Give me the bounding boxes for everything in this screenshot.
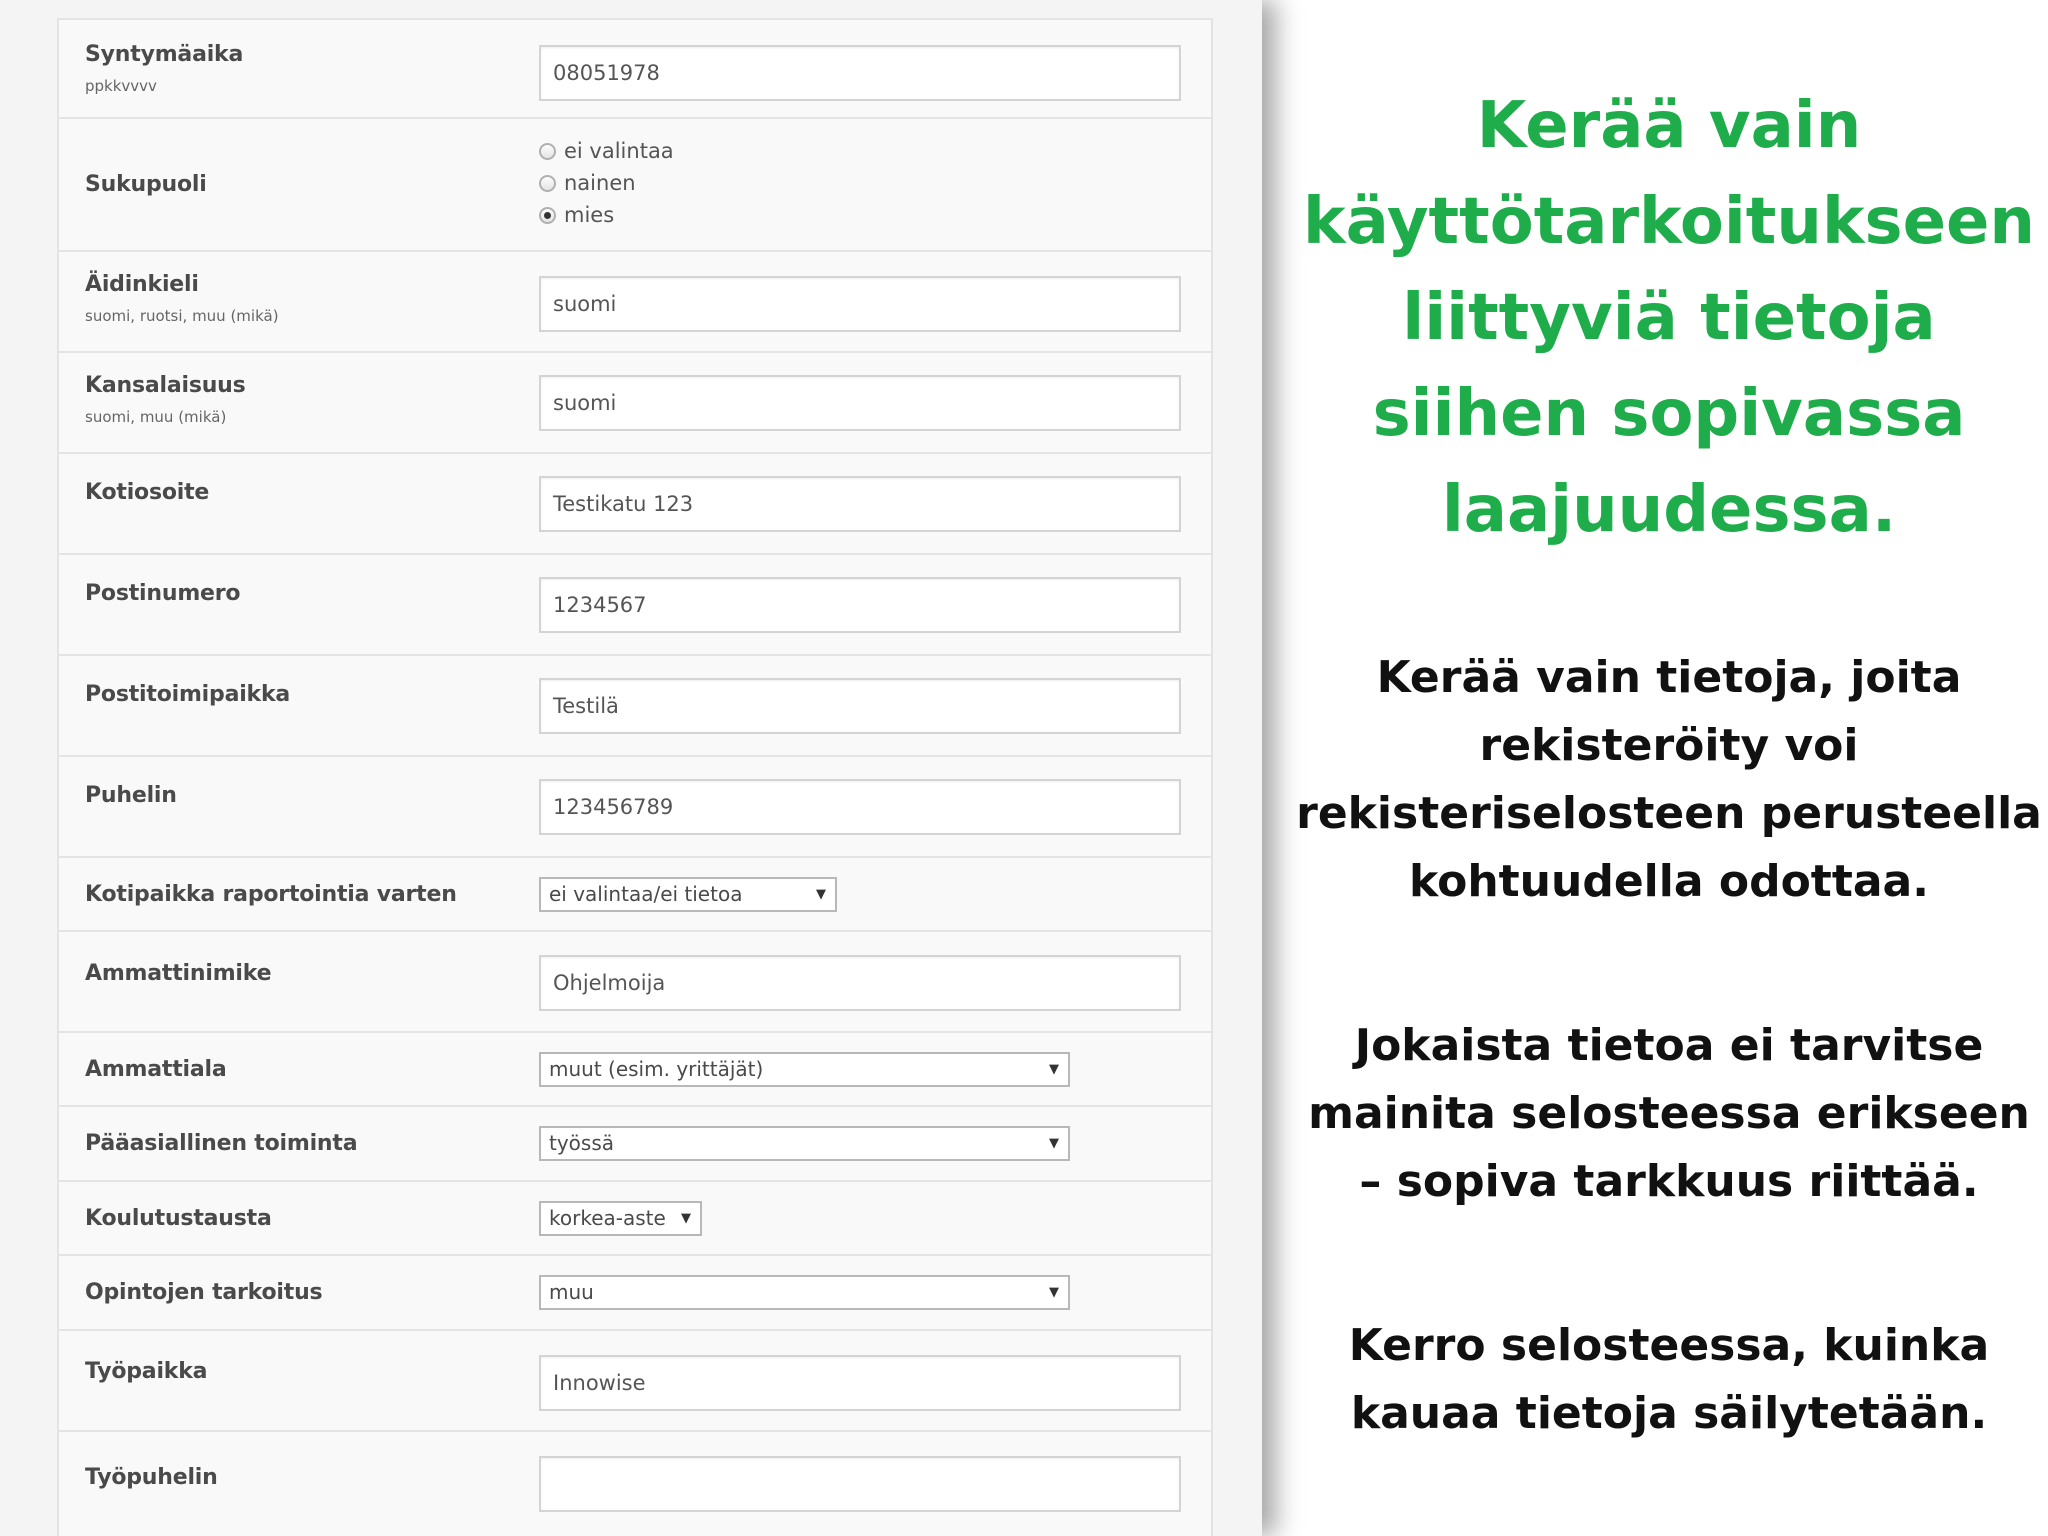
dropdown-arrow-icon: ▼ — [816, 887, 826, 902]
headline-line: liittyviä tietoja — [1402, 281, 1936, 355]
postal-code-label: Postinumero — [85, 581, 241, 606]
birthdate-input[interactable]: 08051978 — [539, 45, 1181, 101]
slide-paragraph-1 — [1290, 644, 2048, 916]
row-industry — [59, 1033, 1211, 1107]
row-work-phone — [59, 1432, 1211, 1536]
address-label-block — [85, 454, 209, 531]
industry-select-value: muut (esim. yrittäjät) — [549, 1057, 764, 1081]
job-title-input[interactable]: Ohjelmoija — [539, 955, 1181, 1011]
workplace-input[interactable]: Innowise — [539, 1355, 1181, 1411]
mother-tongue-hint: suomi, ruotsi, muu (mikä) — [85, 307, 279, 325]
phone-input[interactable]: 123456789 — [539, 779, 1181, 835]
citizenship-hint: suomi, muu (mikä) — [85, 408, 227, 426]
radio-button-selected[interactable] — [539, 207, 556, 224]
row-education — [59, 1182, 1211, 1256]
gender-label-block — [85, 119, 207, 250]
home-municipality-label: Kotipaikka raportointia varten — [85, 881, 457, 907]
main-activity-select[interactable] — [539, 1126, 1070, 1161]
birthdate-hint: ppkkvvvv — [85, 77, 157, 95]
paragraph-line: Kerää vain tietoja, joita — [1376, 652, 1962, 703]
home-municipality-select[interactable] — [539, 877, 837, 912]
address-label: Kotiosoite — [85, 480, 210, 505]
address-input[interactable]: Testikatu 123 — [539, 476, 1181, 532]
phone-label-block — [85, 757, 177, 834]
slide-headline — [1290, 78, 2048, 558]
headline-line: Kerää vain — [1476, 89, 1862, 163]
phone-label: Puhelin — [85, 783, 177, 808]
slide-paragraph-2 — [1290, 1012, 2048, 1216]
gender-option-label: mies — [564, 203, 615, 227]
workplace-label: Työpaikka — [85, 1359, 208, 1384]
headline-line: käyttötarkoitukseen — [1303, 185, 2035, 259]
paragraph-line: rekisteriselosteen perusteella — [1296, 788, 2042, 839]
paragraph-line: mainita selosteessa erikseen — [1308, 1088, 2030, 1139]
education-select[interactable] — [539, 1201, 702, 1236]
industry-select[interactable] — [539, 1052, 1070, 1087]
mother-tongue-label-block — [85, 252, 279, 351]
home-municipality-select-value: ei valintaa/ei tietoa — [549, 882, 743, 906]
main-activity-select-value: työssä — [549, 1131, 615, 1155]
row-main-activity — [59, 1107, 1211, 1182]
gender-option-female[interactable] — [539, 167, 674, 199]
birthdate-label-block — [85, 20, 243, 117]
birthdate-label: Syntymäaika — [85, 42, 244, 67]
study-purpose-label: Opintojen tarkoitus — [85, 1280, 323, 1305]
row-birthdate — [59, 18, 1211, 119]
industry-label-block — [85, 1033, 227, 1105]
row-citizenship — [59, 353, 1211, 454]
row-city — [59, 656, 1211, 757]
gender-option-male[interactable] — [539, 199, 674, 231]
industry-label: Ammattiala — [85, 1056, 227, 1082]
row-address — [59, 454, 1211, 555]
citizenship-label-block — [85, 353, 246, 452]
row-home-municipality — [59, 858, 1211, 932]
dropdown-arrow-icon: ▼ — [1049, 1285, 1059, 1300]
city-label-block — [85, 656, 290, 733]
mother-tongue-label: Äidinkieli — [85, 272, 199, 297]
row-workplace — [59, 1331, 1211, 1432]
home-municipality-label-block — [85, 858, 457, 930]
headline-line: laajuudessa. — [1441, 473, 1897, 547]
gender-option-label: ei valintaa — [564, 139, 674, 163]
work-phone-label: Työpuhelin — [85, 1464, 218, 1490]
gender-label: Sukupuoli — [85, 172, 207, 197]
gender-option-label: nainen — [564, 171, 636, 195]
paragraph-line: rekisteröity voi — [1479, 720, 1859, 771]
radio-button[interactable] — [539, 143, 556, 160]
paragraph-line: Jokaista tietoa ei tarvitse — [1354, 1020, 1984, 1071]
job-title-label: Ammattinimike — [85, 961, 272, 986]
paragraph-line: – sopiva tarkkuus riittää. — [1359, 1156, 1979, 1207]
postal-code-label-block — [85, 555, 240, 632]
profile-form — [57, 18, 1213, 1536]
gender-option-none[interactable] — [539, 135, 674, 167]
row-phone — [59, 757, 1211, 858]
education-select-value: korkea-aste — [549, 1206, 666, 1230]
citizenship-input[interactable]: suomi — [539, 375, 1181, 431]
row-mother-tongue — [59, 252, 1211, 353]
radio-selected-dot — [544, 212, 551, 219]
education-label: Koulutustausta — [85, 1205, 272, 1231]
study-purpose-select-value: muu — [549, 1280, 594, 1304]
dropdown-arrow-icon: ▼ — [1049, 1136, 1059, 1151]
study-purpose-label-block — [85, 1256, 322, 1329]
radio-button[interactable] — [539, 175, 556, 192]
main-activity-label-block — [85, 1107, 357, 1180]
education-label-block — [85, 1182, 272, 1254]
row-gender — [59, 119, 1211, 252]
paragraph-line: kohtuudella odottaa. — [1409, 856, 1929, 907]
city-input[interactable]: Testilä — [539, 678, 1181, 734]
city-label: Postitoimipaikka — [85, 682, 291, 707]
gender-radio-group — [539, 135, 674, 231]
paragraph-line: Kerro selosteessa, kuinka — [1348, 1320, 1990, 1371]
study-purpose-select[interactable] — [539, 1275, 1070, 1310]
dropdown-arrow-icon: ▼ — [1049, 1062, 1059, 1077]
postal-code-input[interactable]: 1234567 — [539, 577, 1181, 633]
row-study-purpose — [59, 1256, 1211, 1331]
dropdown-arrow-icon: ▼ — [681, 1211, 691, 1226]
slide-text-panel — [1290, 0, 2048, 1536]
work-phone-label-block — [85, 1432, 218, 1522]
citizenship-label: Kansalaisuus — [85, 373, 246, 398]
work-phone-input[interactable] — [539, 1456, 1181, 1512]
slide-paragraph-3 — [1290, 1312, 2048, 1448]
headline-line: siihen sopivassa — [1372, 377, 1966, 451]
row-postal-code — [59, 555, 1211, 656]
job-title-label-block — [85, 932, 271, 1015]
mother-tongue-input[interactable]: suomi — [539, 276, 1181, 332]
paragraph-line: kauaa tietoja säilytetään. — [1350, 1388, 1988, 1439]
row-job-title — [59, 932, 1211, 1033]
workplace-label-block — [85, 1331, 207, 1412]
main-activity-label: Pääasiallinen toiminta — [85, 1131, 358, 1156]
